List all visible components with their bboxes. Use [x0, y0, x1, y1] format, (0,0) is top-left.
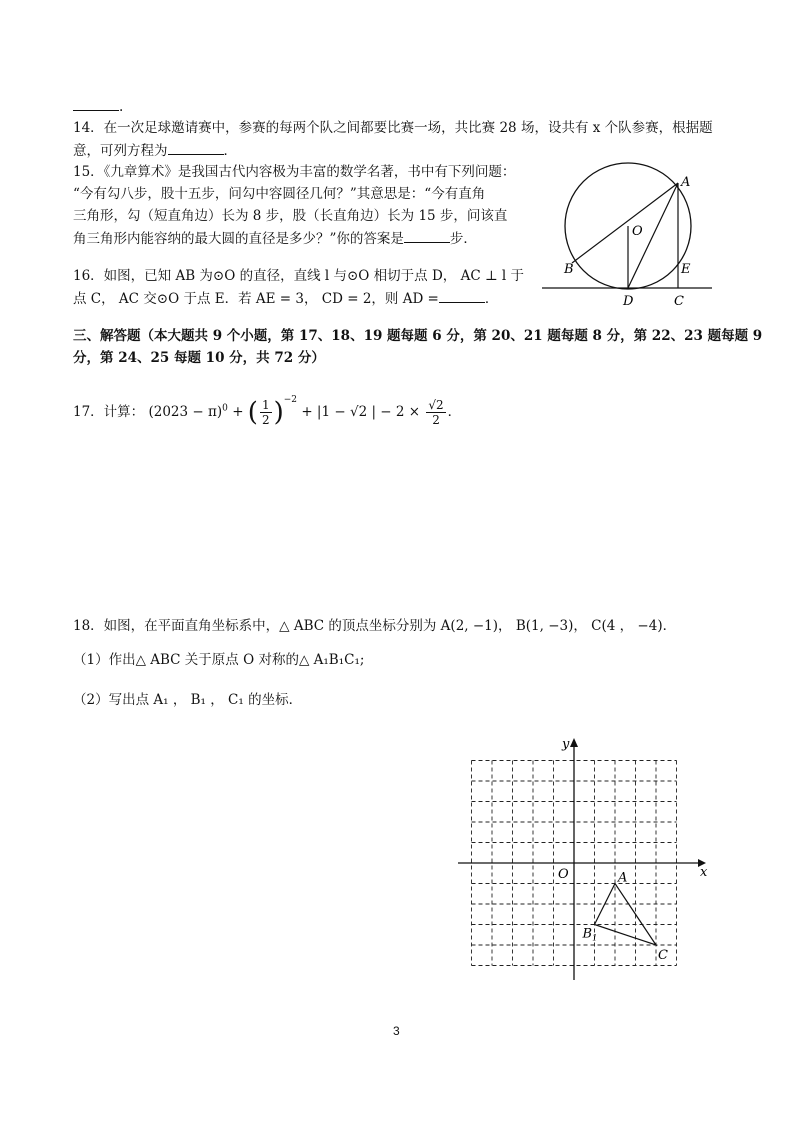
segment-ab: [572, 183, 678, 263]
q17-exp2: −2: [283, 395, 298, 405]
q15-blank[interactable]: [404, 228, 450, 243]
q17-prefix: 17．计算：: [73, 404, 145, 420]
q18-part1: （1）作出△ ABC 关于原点 O 对称的△ A₁B₁C₁;: [73, 652, 365, 668]
q17-exp1: 0: [222, 403, 228, 414]
q15-line2: “今有勾八步，股十五步，问勾中容圆径几何？”其意思是：“今有直角: [73, 186, 486, 202]
q16-line1: 16．如图，已知 AB 为⊙O 的直径，直线 l 与⊙O 相切于点 D， AC ⊥ l 于: [73, 268, 525, 284]
q15-line1: 15．《九章算术》是我国古代内容极为丰富的数学名著，书中有下列问题：: [73, 164, 516, 180]
q17-plus1: +: [232, 404, 244, 420]
q15-line4: [73, 228, 477, 249]
label-o: O: [632, 224, 643, 239]
q14-prefix: 意，可列方程为: [73, 143, 168, 159]
q16-suffix: ．: [484, 291, 499, 307]
point-a-label: A: [618, 870, 628, 886]
q14-blank[interactable]: [168, 140, 224, 155]
label-e: E: [681, 262, 691, 277]
q16-blank[interactable]: [439, 288, 485, 303]
q17-term1: (2023 − π): [148, 404, 223, 420]
x-axis-label: x: [700, 865, 708, 880]
q15-line3: 三角形，勾（短直角边）长为 8 步，股（长直角边）长为 15 步，问该直: [73, 208, 508, 224]
q17-expression: 17．计算： $(2023 - \pi)^0$ + ( $\frac{1}{2}$ )$^{-2}$ + |1 − √2 | − 2 × $\frac{√2}{2}$ ．: [73, 395, 462, 428]
origin-label: O: [558, 867, 569, 882]
label-c: C: [674, 294, 684, 308]
section3-line2: 分，第 24、25 每题 10 分，共 72 分）: [73, 350, 325, 366]
q17-term3: + |1 − √2 | − 2 ×: [301, 404, 421, 420]
q15-suffix: 步．: [449, 231, 477, 247]
q18-part2: （2）写出点 A₁ ， B₁ ， C₁ 的坐标．: [73, 692, 303, 708]
y-axis-label: y: [562, 737, 570, 752]
q17-frac2: $\frac{√2}{2}$: [428, 398, 444, 427]
q14-line2: [73, 140, 237, 161]
y-axis-arrow: [570, 738, 578, 747]
q14-suffix: ．: [223, 143, 237, 159]
point-b-label: $B_1$: [582, 926, 598, 943]
q16-line2: [73, 288, 498, 309]
triangle-abc: [595, 884, 657, 946]
triangle-abc-shape: [595, 884, 657, 946]
q17-end: ．: [447, 404, 462, 420]
label-a: A: [681, 175, 691, 190]
label-d: D: [623, 294, 634, 308]
coordinate-grid-figure: [454, 734, 714, 984]
q14-line1: 14．在一次足球邀请赛中，参赛的每两个队之间都要比赛一场，共比赛 28 场，设共有 x 个队参赛，根据题: [73, 120, 713, 136]
q13-blank[interactable]: [73, 96, 119, 111]
section3-line1: 三、解答题（本大题共 9 个小题，第 17、18、19 题每题 6 分，第 20、21 题每题 8 分，第 22、23 题每题 9: [73, 328, 763, 344]
q18-line1: 18．如图，在平面直角坐标系中，△ ABC 的顶点坐标分别为 A(2, −1)， B(1, −3)， C(4 ， −4)．: [73, 618, 677, 634]
label-b: B: [564, 262, 574, 277]
q15-prefix: 角三角形内能容纳的最大圆的直径是多少？”你的答案是: [73, 231, 404, 247]
circle-figure: [536, 160, 716, 308]
q16-prefix: 点 C， AC 交⊙O 于点 E．若 AE = 3， CD = 2，则 AD =: [73, 291, 439, 307]
page-number: 3: [393, 1024, 400, 1038]
q13-answer-line: .: [73, 96, 123, 117]
q17-frac1: $\frac{1}{2}$: [261, 398, 270, 427]
point-c-label: C: [658, 948, 668, 963]
